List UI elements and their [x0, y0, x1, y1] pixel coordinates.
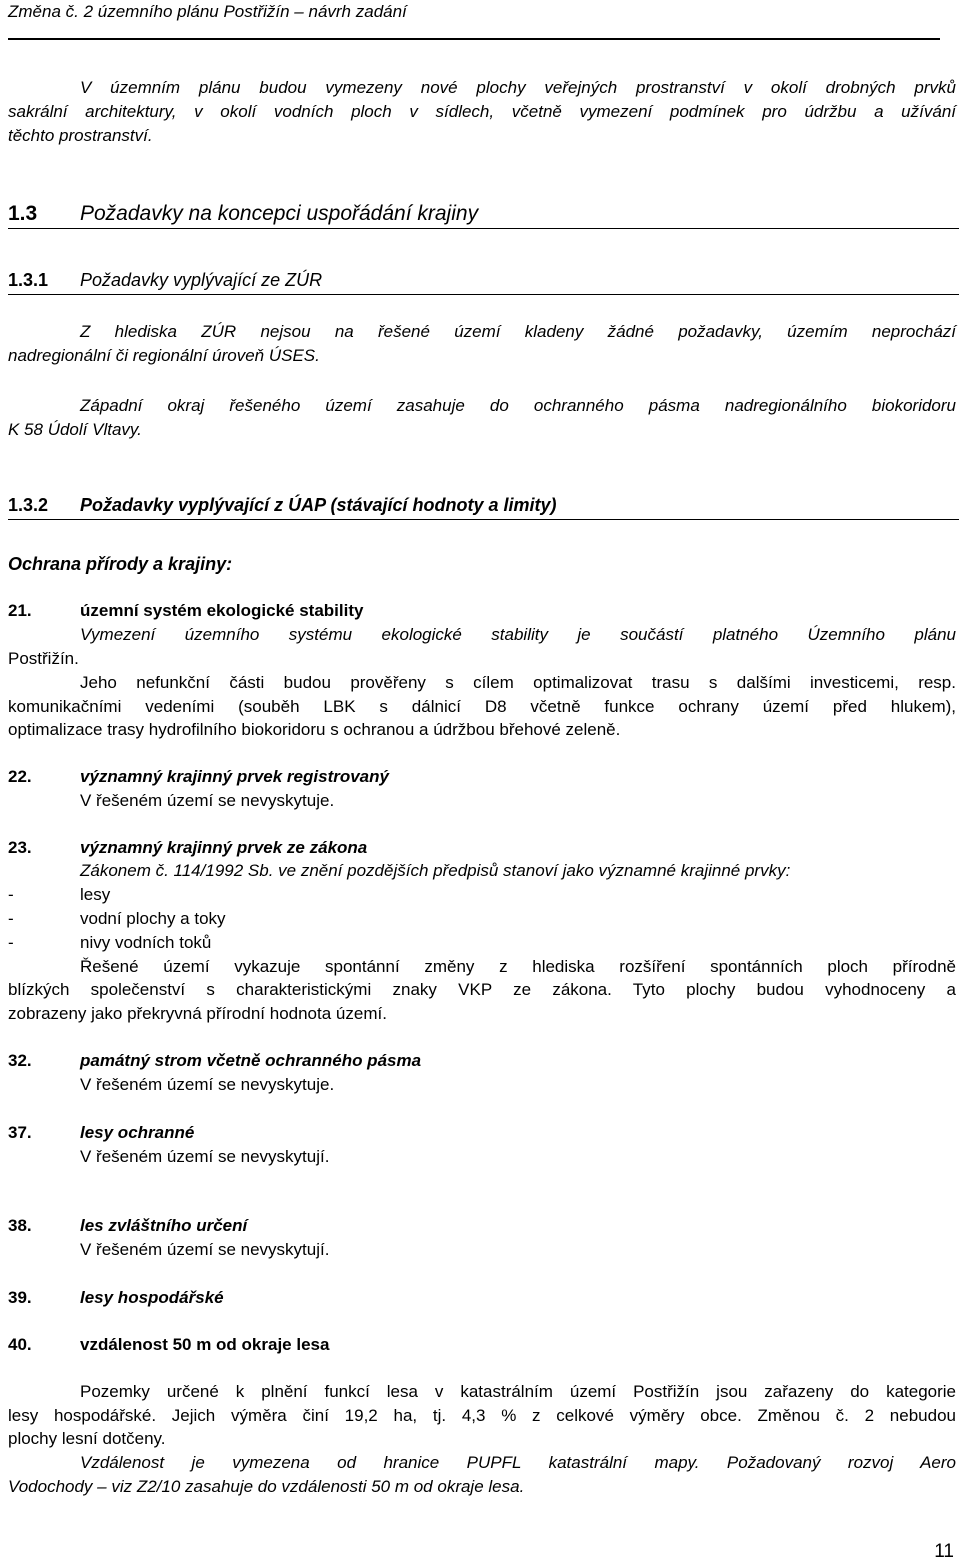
section-1-3-2-number: 1.3.2 [8, 495, 49, 515]
intro-line-1: V územním plánu budou vymezeny nové plochy veřejných prostranství v okolí drobných prvků [80, 78, 956, 97]
item-32-text: V řešeném území se nevyskytuje. [80, 1075, 335, 1094]
bullet-dash: - [8, 885, 14, 904]
item-37-title: lesy ochranné [80, 1123, 195, 1142]
item-37-number: 37. [8, 1123, 32, 1142]
item-22-number: 22. [8, 767, 32, 786]
item-23-law-line: Zákonem č. 114/1992 Sb. ve znění pozdějších předpisů stanoví jako významné krajinné prvky: [80, 861, 791, 880]
item-40-title: vzdálenost 50 m od okraje lesa [80, 1335, 330, 1354]
item-39-title: lesy hospodářské [80, 1288, 224, 1307]
bullet-item-floodplain: nivy vodních toků [80, 933, 212, 952]
para-zur-line-1: Z hlediska ZÚR nejsou na řešené území kladeny žádné požadavky, územím neprochází [80, 322, 956, 341]
page-number: 11 [934, 1541, 954, 1562]
item-23-text-line-3: zobrazeny jako překryvná přírodní hodnota území. [8, 1004, 387, 1023]
item-23-title: významný krajinný prvek ze zákona [80, 838, 368, 857]
item-38-number: 38. [8, 1216, 32, 1235]
item-40-line-5: Vodochody – viz Z2/10 zasahuje do vzdálenosti 50 m od okraje lesa. [8, 1477, 525, 1496]
item-32-title: památný strom včetně ochranného pásma [80, 1051, 422, 1070]
item-21-line-2: Postřižín. [8, 649, 79, 668]
section-1-3-number: 1.3 [8, 202, 38, 225]
item-21-line-1: Vymezení územního systému ekologické stability je součástí platného Územního plánu [80, 625, 956, 644]
section-1-3-2-title: Požadavky vyplývající z ÚAP (stávající hodnoty a limity) [80, 495, 557, 515]
item-38-title: les zvláštního určení [80, 1216, 248, 1235]
section-1-3-1-rule [8, 294, 959, 295]
item-23-text-line-2: blízkých společenství s charakteristickými znaky VKP ze zákona. Tyto plochy budou vyhodnoceny a [8, 980, 956, 999]
bullet-dash: - [8, 909, 14, 928]
intro-line-2: sakrální architektury, v okolí vodních ploch v sídlech, včetně vymezení podmínek pro údržbu a užívání [8, 102, 956, 121]
para-zur-line-2: nadregionální či regionální úroveň ÚSES. [8, 346, 320, 365]
item-40-line-1: Pozemky určené k plnění funkcí lesa v katastrálním území Postřižín jsou zařazeny do kategorie [80, 1382, 956, 1401]
bullet-item-water: vodní plochy a toky [80, 909, 226, 928]
header-rule [8, 38, 940, 40]
para-west-line-1: Západní okraj řešeného území zasahuje do ochranného pásma nadregionálního biokoridoru [80, 396, 956, 415]
item-23-number: 23. [8, 838, 32, 857]
section-1-3-2-rule [8, 519, 959, 520]
item-38-text: V řešeném území se nevyskytují. [80, 1240, 330, 1259]
item-22-title: významný krajinný prvek registrovaný [80, 767, 389, 786]
item-40-line-3: plochy lesní dotčeny. [8, 1429, 166, 1448]
item-23-text-line-1: Řešené území vykazuje spontánní změny z hlediska rozšíření spontánních ploch přírodně [80, 957, 956, 976]
item-21-title: územní systém ekologické stability [80, 601, 364, 620]
header-title: Změna č. 2 územního plánu Postřižín – návrh zadání [8, 2, 407, 21]
bullet-item-lesy: lesy [80, 885, 111, 904]
item-21-line-3: Jeho nefunkční části budou prověřeny s cílem optimalizovat trasu s dalšími investicemi, resp. [80, 673, 956, 692]
item-21-line-5: optimalizace trasy hydrofilního biokoridoru s ochranou a údržbou břehové zeleně. [8, 720, 621, 739]
item-32-number: 32. [8, 1051, 32, 1070]
section-1-3-rule [8, 228, 959, 229]
section-1-3-1-title: Požadavky vyplývající ze ZÚR [80, 270, 323, 290]
item-40-line-4: Vzdálenost je vymezena od hranice PUPFL katastrální mapy. Požadovaný rozvoj Aero [80, 1453, 956, 1472]
item-40-line-2: lesy hospodářské. Jejich výměra činí 19,2 ha, tj. 4,3 % z celkové výměry obce. Změnou č. 2 nebudou [8, 1406, 956, 1425]
subheading-nature: Ochrana přírody a krajiny: [8, 554, 233, 574]
section-1-3-1-number: 1.3.1 [8, 270, 49, 290]
intro-line-3: těchto prostranství. [8, 126, 153, 145]
item-37-text: V řešeném území se nevyskytují. [80, 1147, 330, 1166]
section-1-3-title: Požadavky na koncepci uspořádání krajiny [80, 202, 479, 225]
item-21-number: 21. [8, 601, 32, 620]
item-39-number: 39. [8, 1288, 32, 1307]
item-21-line-4: komunikačními vedeními (souběh LBK s dálnicí D8 včetně funkce ochrany území před hlukem), [8, 697, 956, 716]
item-22-text: V řešeném území se nevyskytuje. [80, 791, 335, 810]
item-40-number: 40. [8, 1335, 32, 1354]
para-west-line-2: K 58 Údolí Vltavy. [8, 420, 142, 439]
bullet-dash: - [8, 933, 14, 952]
